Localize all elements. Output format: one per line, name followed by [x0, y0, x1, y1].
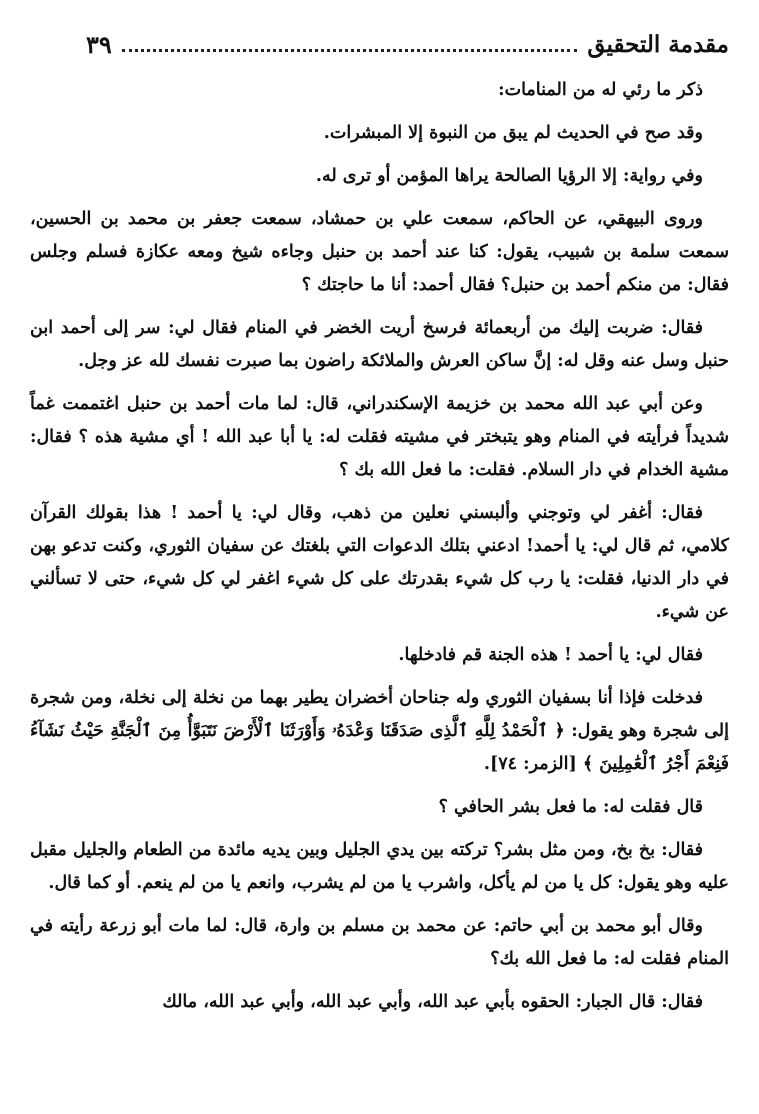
running-header: [86, 26, 729, 62]
dotted-leader: [122, 49, 578, 52]
page-body: [30, 74, 729, 1029]
paragraph: قال فقلت له: ما فعل بشر الحافي ؟: [438, 797, 703, 817]
paragraph: فقال لي: يا أحمد ! هذه الجنة قم فادخلها.: [398, 645, 703, 665]
chapter-title: مقدمة التحقيق: [587, 30, 729, 58]
paragraph: وقال أبو محمد بن أبي حاتم: عن محمد بن مسلم بن وارة، قال: لما مات أبو زرعة رأيته في المنام فقلت له: ما فعل الله بك؟: [30, 916, 729, 969]
paragraph: فقال: قال الجبار: الحقوه بأبي عبد الله، وأبي عبد الله، وأبي عبد الله، مالك: [162, 992, 703, 1012]
paragraph: وعن أبي عبد الله محمد بن خزيمة الإسكندراني، قال: لما مات أحمد بن حنبل اغتممت غماً شديداً فرأيته في المنام وهو يتبختر في مشيته فقلت له: يا أبا عبد الله ! أي مشية هذه ؟ فقال: مشية الخدام في دار السلام. فقلت: ما فعل الله بك ؟: [30, 394, 729, 480]
paragraph: فقال: ضربت إليك من أربعمائة فرسخ أريت الخضر في المنام فقال لي: سر إلى أحمد ابن حنبل وسل عنه وقل له: إنَّ ساكن العرش والملائكة راضون بما صبرت نفسك لله عز وجل.: [30, 318, 729, 371]
paragraph: وقد صح في الحديث لم يبق من النبوة إلا المبشرات.: [323, 123, 703, 143]
paragraph: فقال: أغفر لي وتوجني وألبسني نعلين من ذهب، وقال لي: يا أحمد ! هذا بقولك القرآن كلامي، ثم قال لي: يا أحمد! ادعني بتلك الدعوات التي بلغتك عن سفيان الثوري، وكنت تدعو بهن في دار الدنيا، فقلت: يا رب كل شيء بقدرتك على كل شيء اغفر لي كل شيء، حتى لا تسألني عن شيء.: [30, 503, 729, 622]
paragraph: وروى البيهقي، عن الحاكم، سمعت علي بن حمشاد، سمعت جعفر بن محمد بن الحسين، سمعت سلمة بن شبيب، يقول: كنا عند أحمد بن حنبل وجاءه شيخ ومعه عكازة فسلم وجلس فقال: من منكم أحمد بن حنبل؟ فقال أحمد: أنا ما حاجتك ؟: [30, 209, 729, 295]
page-number: ٣٩: [86, 29, 112, 59]
paragraph: فقال: بخ بخ، ومن مثل بشر؟ تركته بين يدي الجليل وبين يديه مائدة من الطعام والجليل مقبل عليه وهو يقول: كل يا من لم يأكل، واشرب يا من لم يشرب، وانعم يا من لم ينعم. أو كما قال.: [30, 840, 729, 893]
paragraph-quran-verse: فدخلت فإذا أنا بسفيان الثوري وله جناحان أخضران يطير بهما من نخلة إلى نخلة، ومن شجرة إلى شجرة وهو يقول: ﴿ ٱلْحَمْدُ لِلَّهِ ٱلَّذِى صَدَقَنَا وَعْدَهُۥ وَأَوْرَثَنَا ٱلْأَرْضَ نَتَبَوَّأُ مِنَ ٱلْجَنَّةِ حَيْثُ نَشَآءُ فَنِعْمَ أَجْرُ ٱلْعَٰمِلِينَ ﴾ [الزمر: ٧٤].: [30, 688, 729, 774]
paragraph: ذكر ما رئي له من المنامات:: [498, 80, 703, 100]
paragraph: وفي رواية: إلا الرؤيا الصالحة يراها المؤمن أو ترى له.: [315, 166, 703, 186]
